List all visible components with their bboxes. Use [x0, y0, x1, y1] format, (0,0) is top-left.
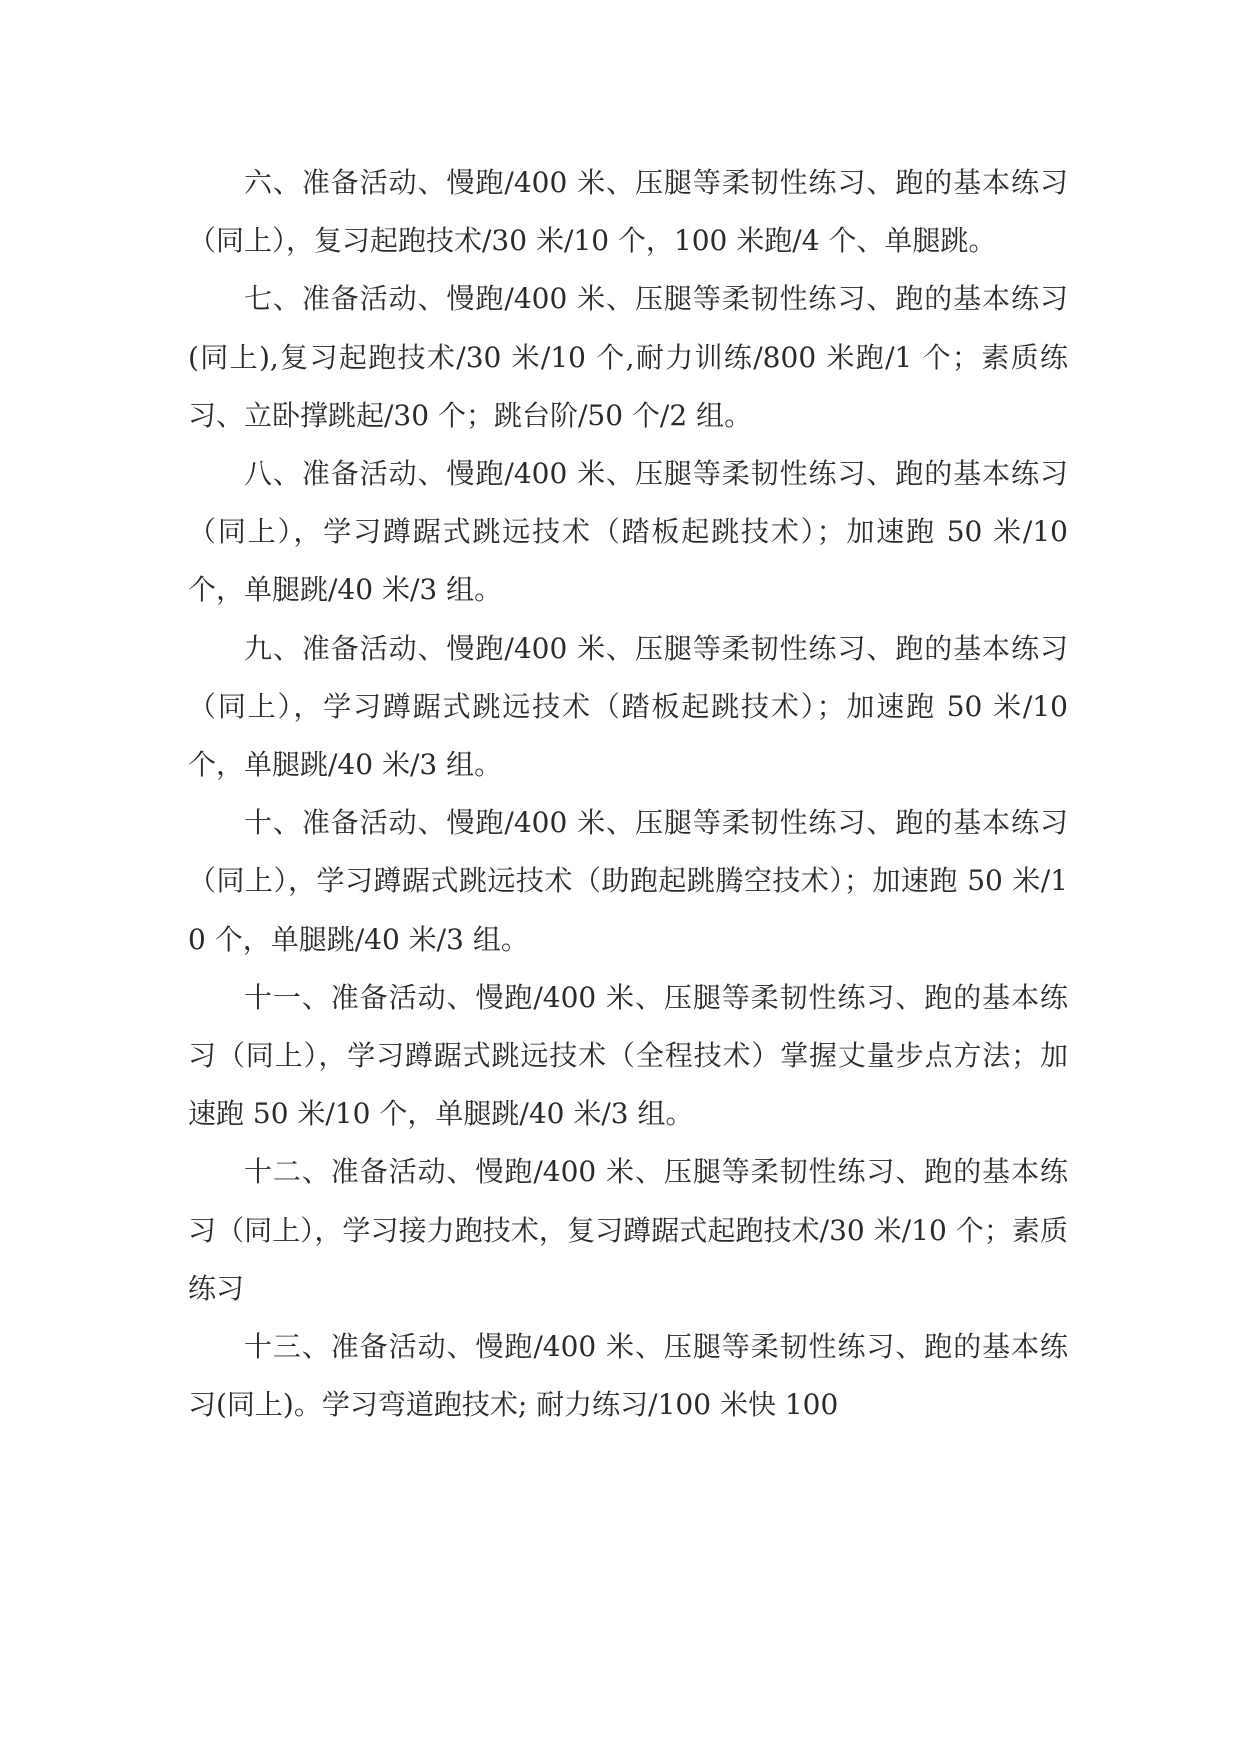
document-page — [188, 154, 1068, 1434]
paragraph-item-6: 六、准备活动、慢跑/400 米、压腿等柔韧性练习、跑的基本练习（同上），复习起跑技术/30 米/10 个，100 米跑/4 个、单腿跳。 — [188, 166, 1068, 258]
paragraph-item-9: 九、准备活动、慢跑/400 米、压腿等柔韧性练习、跑的基本练习（同上），学习蹲踞式跳远技术（踏板起跳技术）；加速跑 50 米/10 个，单腿跳/40 米/3 组。 — [188, 631, 1068, 782]
paragraph-item-12: 十二、准备活动、慢跑/400 米、压腿等柔韧性练习、跑的基本练习（同上），学习接力跑技术，复习蹲踞式起跑技术/30 米/10 个；素质练习 — [188, 1155, 1068, 1305]
paragraph-item-10: 十、准备活动、慢跑/400 米、压腿等柔韧性练习、跑的基本练习（同上），学习蹲踞式跳远技术（助跑起跳腾空技术）；加速跑 50 米/10 个，单腿跳/40 米/3 组。 — [188, 806, 1068, 956]
paragraph-item-8: 八、准备活动、慢跑/400 米、压腿等柔韧性练习、跑的基本练习（同上），学习蹲踞式跳远技术（踏板起跳技术）；加速跑 50 米/10 个，单腿跳/40 米/3 组。 — [188, 457, 1068, 607]
paragraph-item-11: 十一、准备活动、慢跑/400 米、压腿等柔韧性练习、跑的基本练习（同上），学习蹲踞式跳远技术（全程技术）掌握丈量步点方法；加速跑 50 米/10 个，单腿跳/40 米/3 组。 — [188, 980, 1068, 1131]
paragraph-item-7: 七、准备活动、慢跑/400 米、压腿等柔韧性练习、跑的基本练习(同上),复习起跑技术/30 米/10 个,耐力训练/800 米跑/1 个；素质练习、立卧撑跳起/30 个；跳台阶/50 个/2 组。 — [188, 282, 1068, 432]
paragraph-item-13: 十三、准备活动、慢跑/400 米、压腿等柔韧性练习、跑的基本练习(同上)。学习弯道跑技术; 耐力练习/100 米快 100 — [188, 1330, 1068, 1422]
